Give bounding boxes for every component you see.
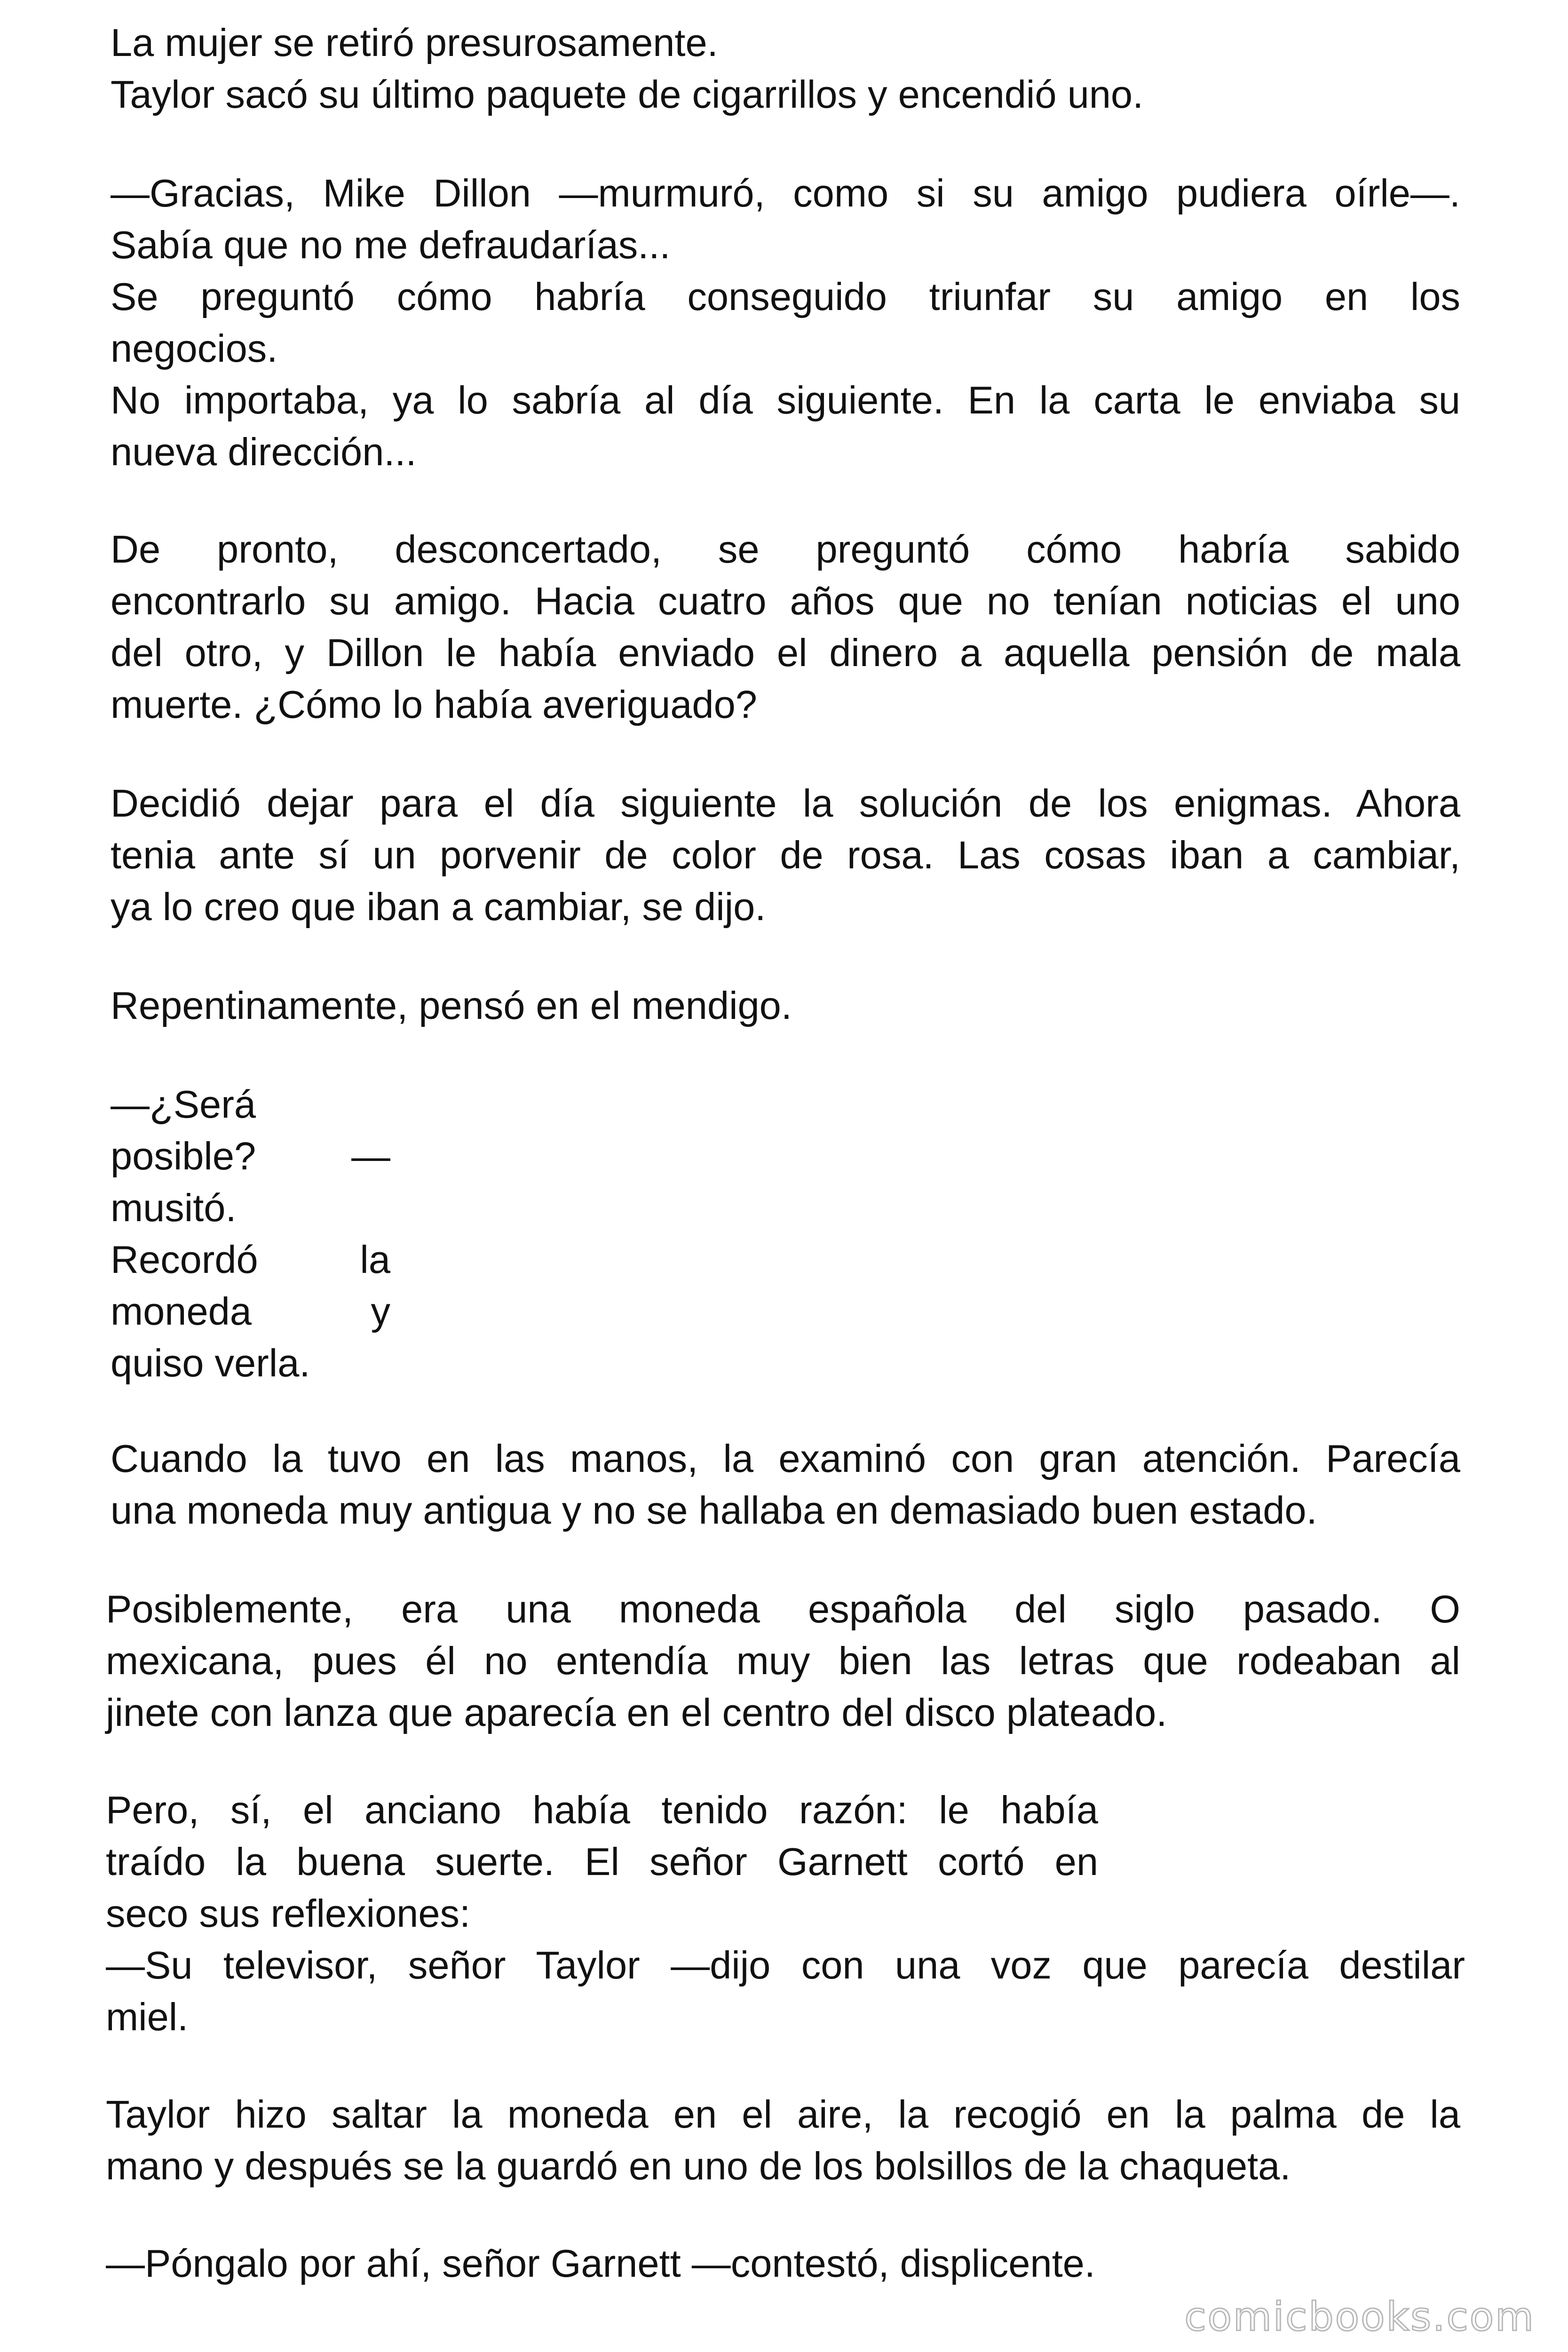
text-line: moneda y	[111, 1289, 390, 1333]
text-line: musitó.	[111, 1186, 237, 1230]
text-line: —¿Será	[111, 1082, 256, 1126]
text-line: Decidió dejar para el día siguiente la solución de los enigmas. Ahora	[111, 781, 1460, 825]
text-line: Posiblemente, era una moneda española del siglo pasado. O	[106, 1587, 1460, 1631]
text-line: —Gracias, Mike Dillon —murmuró, como si su amigo pudiera oírle—.	[111, 171, 1460, 215]
text-line: tenia ante sí un porvenir de color de rosa. Las cosas iban a cambiar,	[111, 833, 1460, 877]
text-line: Sabía que no me defraudarías...	[111, 223, 671, 267]
text-line: —Su televisor, señor Taylor —dijo con una voz que parecía destilar	[106, 1943, 1465, 1987]
text-line: mano y después se la guardó en uno de los bolsillos de la chaqueta.	[106, 2144, 1291, 2188]
text-line: ya lo creo que iban a cambiar, se dijo.	[111, 885, 766, 929]
text-line: Cuando la tuvo en las manos, la examinó con gran atención. Parecía	[111, 1437, 1460, 1480]
text-line: La mujer se retiró presurosamente.	[111, 21, 718, 64]
text-line: nueva dirección...	[111, 430, 417, 474]
text-line: una moneda muy antigua y no se hallaba en demasiado buen estado.	[111, 1488, 1317, 1532]
text-line: Recordó la	[111, 1238, 390, 1281]
text-line: No importaba, ya lo sabría al día siguiente. En la carta le enviaba su	[111, 378, 1460, 422]
text-line: negocios.	[111, 326, 278, 370]
text-line: Taylor sacó su último paquete de cigarrillos y encendió uno.	[111, 72, 1144, 116]
text-line: jinete con lanza que aparecía en el centro del disco plateado.	[106, 1691, 1167, 1734]
text-line: posible? —	[111, 1134, 390, 1178]
text-line: Taylor hizo saltar la moneda en el aire, la recogió en la palma de la	[106, 2092, 1460, 2136]
text-line: traído la buena suerte. El señor Garnett cortó en	[106, 1840, 1098, 1883]
text-line: quiso verla.	[111, 1341, 310, 1385]
text-line: —Póngalo por ahí, señor Garnett —contestó, displicente.	[106, 2241, 1095, 2285]
text-line: Se preguntó cómo habría conseguido triunfar su amigo en los	[111, 275, 1460, 318]
text-line: miel.	[106, 1995, 189, 2039]
text-line: muerte. ¿Cómo lo había averiguado?	[111, 683, 757, 726]
text-line: encontrarlo su amigo. Hacia cuatro años que no tenían noticias el uno	[111, 579, 1460, 623]
text-line: mexicana, pues él no entendía muy bien las letras que rodeaban al	[106, 1639, 1460, 1683]
text-line: Pero, sí, el anciano había tenido razón: le había	[106, 1788, 1098, 1832]
watermark-text: comicbooks.com	[1184, 2294, 1535, 2340]
text-line: Repentinamente, pensó en el mendigo.	[111, 984, 792, 1027]
text-line: seco sus reflexiones:	[106, 1891, 471, 1935]
text-line: del otro, y Dillon le había enviado el dinero a aquella pensión de mala	[111, 631, 1460, 675]
text-line: De pronto, desconcertado, se preguntó cómo habría sabido	[111, 527, 1460, 571]
